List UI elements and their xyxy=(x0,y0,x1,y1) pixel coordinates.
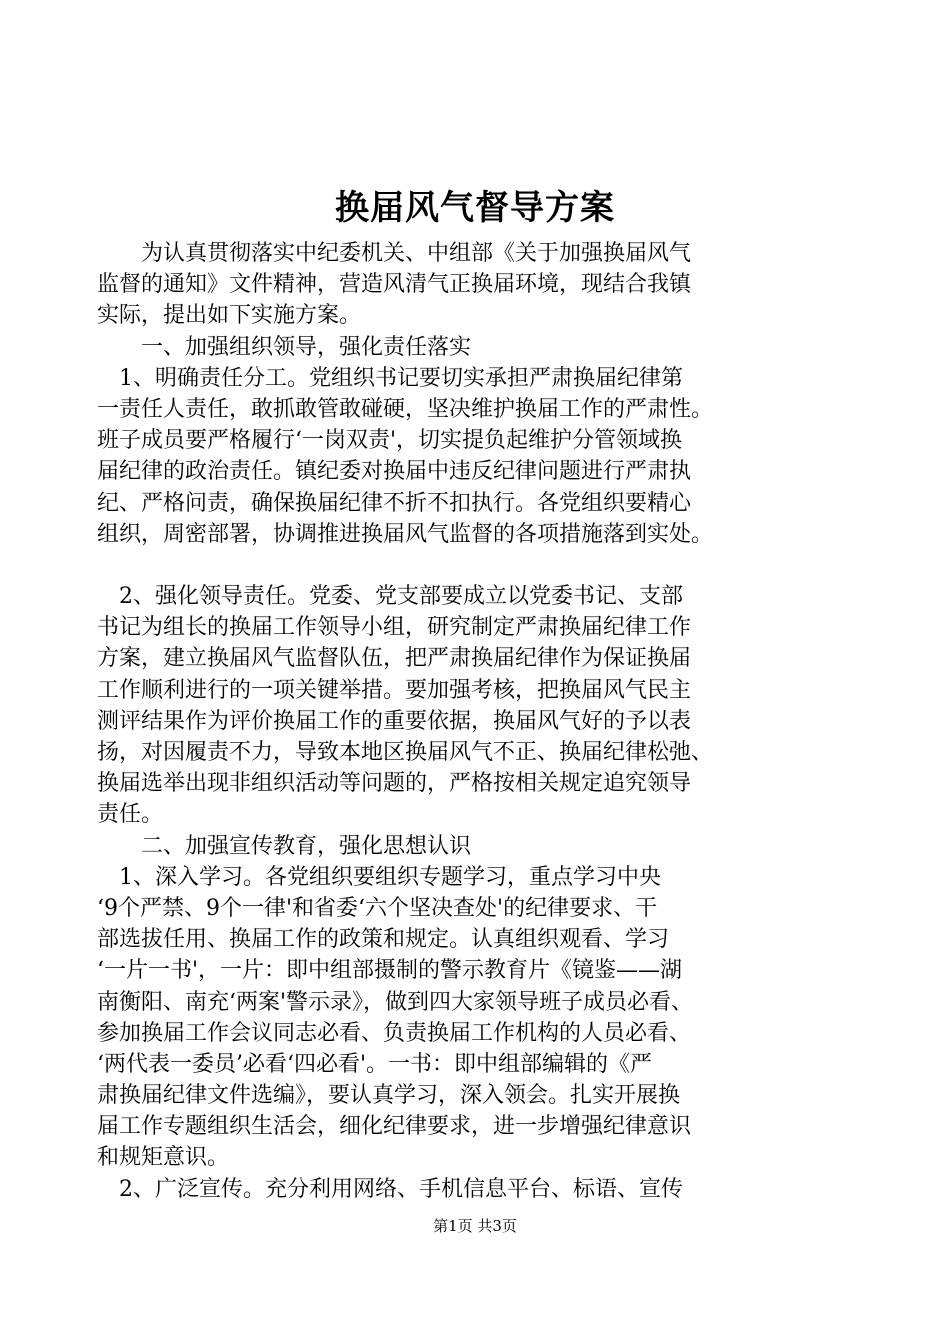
body-text-line: 和规矩意识。 xyxy=(97,1145,230,1171)
body-text-line: 参加换届工作会议同志必看、负责换届工作机构的人员必看、 xyxy=(97,1020,692,1046)
body-text-line: 方案，建立换届风气监督队伍，把严肃换届纪律作为保证换届 xyxy=(97,646,692,672)
body-text-line: 2、强化领导责任。党委、党支部要成立以党委书记、支部 xyxy=(97,584,683,610)
body-text-line: 测评结果作为评价换届工作的重要依据，换届风气好的予以表 xyxy=(97,708,692,734)
body-text-line: 扬，对因履责不力，导致本地区换届风气不正、换届纪律松弛、 xyxy=(97,740,714,765)
body-text-line: ‘两代表一委员’必看‘四必看'。一书：即中组部编辑的《严 xyxy=(97,1051,653,1077)
body-text-line: 实际，提出如下实施方案。 xyxy=(97,303,362,329)
body-text-line: 1、明确责任分工。党组织书记要切实承担严肃换届纪律第 xyxy=(97,365,683,391)
body-text-line: ‘9个严禁、9个一律'和省委‘六个坚决查处'的纪律要求、干 xyxy=(97,895,658,921)
body-text-line: 一、加强组织领导，强化责任落实 xyxy=(97,334,472,360)
body-text-line: 为认真贯彻落实中纪委机关、中组部《关于加强换届风气 xyxy=(97,241,692,266)
body-text-line: ‘一片一书'，一片：即中组部摄制的警示教育片《镜鉴——湖 xyxy=(97,958,683,984)
body-text-line: 责任。 xyxy=(97,802,164,828)
body-text-line: 二、加强宣传教育，强化思想认识 xyxy=(97,833,472,859)
body-text-line: 换届选举出现非组织活动等问题的，严格按相关规定追究领导 xyxy=(97,771,692,797)
body-text-line: 肃换届纪律文件选编》，要认真学习，深入领会。扎实开展换 xyxy=(97,1083,681,1109)
body-text-line: 组织，周密部署，协调推进换届风气监督的各项措施落到实处。 xyxy=(97,521,714,547)
page-footer: 第1页 共3页 xyxy=(433,1217,517,1235)
body-text-line: 工作顺利进行的一项关键举措。要加强考核，把换届风气民主 xyxy=(97,677,692,703)
document-body xyxy=(97,238,857,1205)
body-text-line: 监督的通知》文件精神，营造风清气正换届环境，现结合我镇 xyxy=(97,272,692,298)
body-text-line: 届工作专题组织生活会，细化纪律要求，进一步增强纪律意识 xyxy=(97,1114,692,1140)
body-text-line: 班子成员要严格履行‘一岗双责'，切实提负起维护分管领域换 xyxy=(97,428,683,454)
body-text-line: 部选拔任用、换届工作的政策和规定。认真组织观看、学习 xyxy=(97,927,670,953)
body-text-line: 书记为组长的换届工作领导小组，研究制定严肃换届纪律工作 xyxy=(97,615,692,641)
body-text-line: 1、深入学习。各党组织要组织专题学习，重点学习中央 xyxy=(97,864,661,890)
document-title: 换届风气督导方案 xyxy=(335,188,615,228)
body-text-line: 一责任人责任，敢抓敢管敢碰硬，坚决维护换届工作的严肃性。 xyxy=(97,396,714,422)
body-text-line: 届纪律的政治责任。镇纪委对换届中违反纪律问题进行严肃执 xyxy=(97,459,692,485)
body-text-line: 2、广泛宣传。充分利用网络、手机信息平台、标语、宣传 xyxy=(97,1176,683,1202)
body-text-line: 纪、严格问责，确保换届纪律不折不扣执行。各党组织要精心 xyxy=(97,490,692,516)
paragraph-gap xyxy=(97,550,857,581)
body-text-line: 南衡阳、南充‘两案'警示录》，做到四大家领导班子成员必看、 xyxy=(97,989,694,1015)
